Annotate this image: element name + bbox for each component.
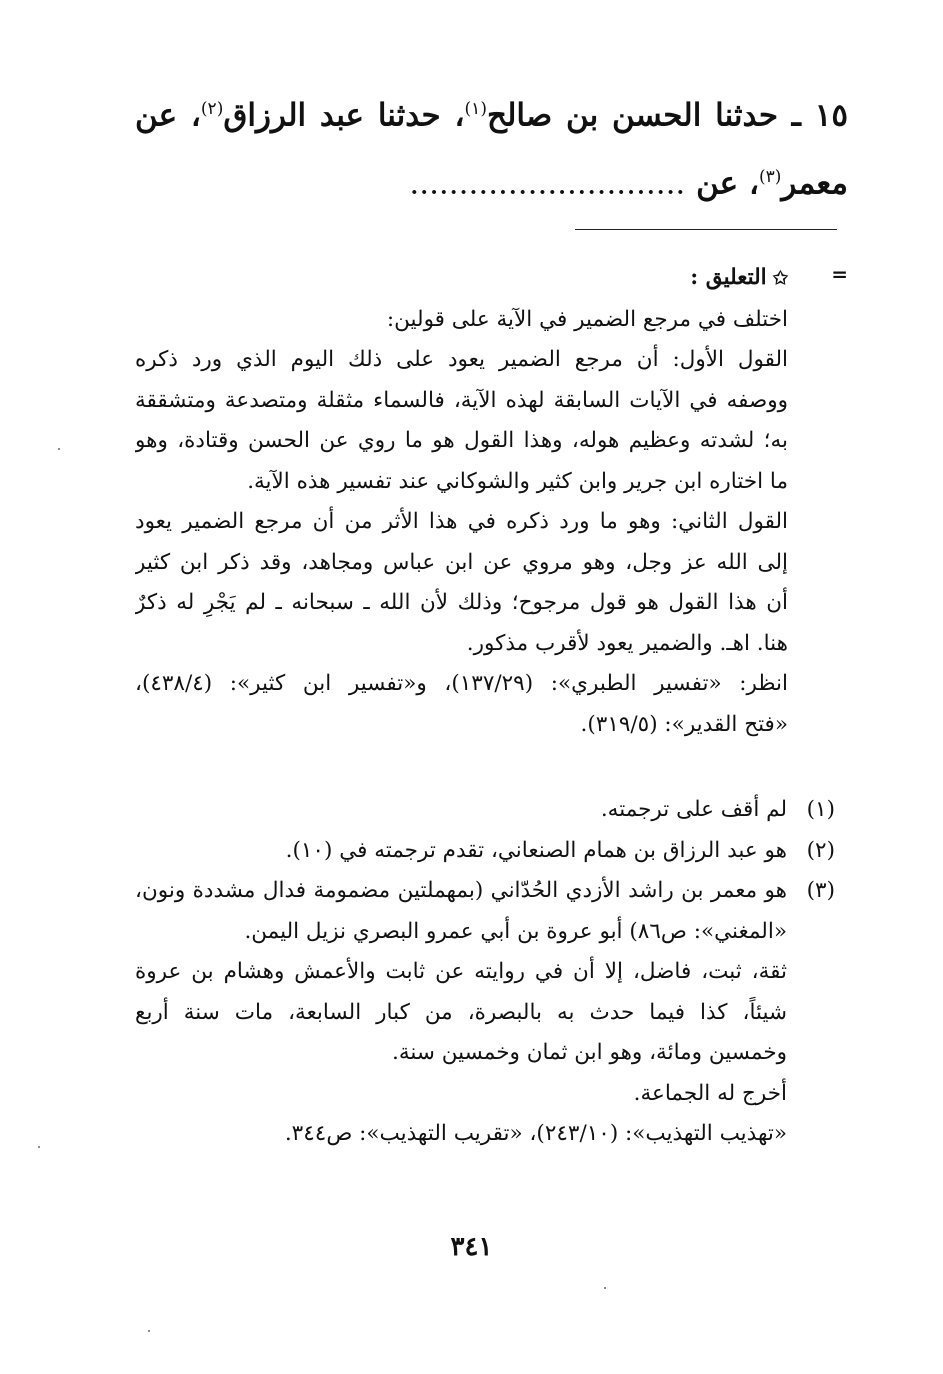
footnote-number: (٢) (806, 837, 835, 863)
commentary-line: هنا. اهـ. والضمير يعود لأقرب مذكور. (466, 630, 788, 656)
commentary-line: اختلف في مرجع الضمير في الآية على قولين: (386, 306, 788, 332)
footnote-3-continuation: وخمسين ومائة، وهو ابن ثمان وخمسين سنة. (392, 1040, 787, 1065)
footnote-2 (135, 831, 835, 872)
hadith-line1-mid: ، حدثنا عبد الرزاق (223, 97, 465, 134)
footnote-ref-2: (٢) (200, 99, 224, 119)
commentary-line: «فتح القدير»: (٣١٩/٥). (580, 711, 788, 737)
commentary-line: إلى الله عز وجل، وهو مروي عن ابن عباس ومجاهد، وقد ذكر ابن كثير (135, 549, 788, 575)
hadith-line-1 (135, 78, 848, 146)
commentary-line: انظر: «تفسير الطبري»: (١٣٧/٢٩)، و«تفسير ابن كثير»: (٤٣٨/٤)، (135, 671, 788, 696)
commentary-heading (135, 258, 788, 300)
footnote-1 (135, 790, 835, 831)
footnote-number: (٣) (806, 878, 835, 903)
commentary-heading-text: التعليق : (690, 265, 767, 290)
hadith-line1-prefix: ١٥ ـ حدثنا الحسن بن صالح (486, 97, 848, 134)
footnote-ref-1: (١) (464, 99, 487, 119)
commentary-line: أن هذا القول هو قول مرجوح؛ وذلك لأن الله ـ سبحانه ـ لم يَجْرِ له ذكرٌ (135, 590, 788, 615)
footnote-3-continuation: ثقة، ثبت، فاضل، إلا أن في روايته عن ثابت والأعمش وهشام بن عروة (135, 959, 787, 984)
footnote-3-continuation: شيئاً، كذا فيما حدث به بالبصرة، من كبار السابعة، مات سنة أربع (135, 999, 787, 1025)
scan-speck (58, 448, 60, 450)
hadith-line1-suffix: ، عن (135, 97, 201, 134)
scan-speck (604, 1287, 606, 1289)
footnotes-section (135, 790, 835, 1155)
ellipsis-dots: ............................ (409, 165, 686, 202)
footnote-3-continuation: «المغني»: ص٨٦) أبو عروة بن أبي عمرو البصري نزيل اليمن. (244, 918, 787, 944)
hadith-text (135, 78, 848, 215)
page-number: ٣٤١ (450, 1232, 493, 1262)
hadith-line2-suffix: ، عن (696, 165, 759, 202)
footnote-text: هو عبد الرزاق بن همام الصنعاني، تقدم ترجمته في (١٠). (285, 837, 787, 863)
footnote-ref-3: (٣) (758, 167, 782, 188)
commentary-line: القول الأول: أن مرجع الضمير يعود على ذلك اليوم الذي ورد ذكره (135, 347, 788, 372)
commentary-line: ما اختاره ابن جرير وابن كثير والشوكاني عند تفسير هذه الآية. (247, 468, 788, 494)
footnote-3 (135, 871, 835, 912)
continuation-mark: = (831, 262, 848, 286)
footnote-3-continuation: «تهذيب التهذيب»: (٢٤٣/١٠)، «تقريب التهذيب»: ص٣٤٤. (284, 1121, 787, 1146)
commentary-line: ووصفه في الآيات السابقة لهذه الآية، فالسماء مثقلة ومتصدعة ومتشققة (135, 387, 788, 413)
scan-speck (38, 1146, 40, 1148)
footnote-3-continuation: أخرج له الجماعة. (633, 1080, 787, 1106)
scan-speck (148, 1330, 150, 1332)
commentary-line: به؛ لشدته وعظيم هوله، وهذا القول هو ما روي عن الحسن وقتادة، وهو (135, 428, 788, 453)
commentary-line: القول الثاني: وهو ما ورد ذكره في هذا الأثر من أن مرجع الضمير يعود (135, 509, 788, 534)
footnote-text: هو معمر بن راشد الأزدي الحُدّاني (بمهملتين مضمومة فدال مشددة ونون، (135, 878, 787, 903)
footnote-number: (١) (806, 797, 835, 822)
hadith-line2-prefix: معمر (781, 165, 848, 202)
footnote-separator-rule (575, 229, 837, 230)
commentary-section (135, 258, 788, 745)
hadith-line-2 (135, 146, 848, 214)
star-icon: ✩ (766, 268, 788, 289)
footnote-text: لم أقف على ترجمته. (600, 797, 787, 822)
